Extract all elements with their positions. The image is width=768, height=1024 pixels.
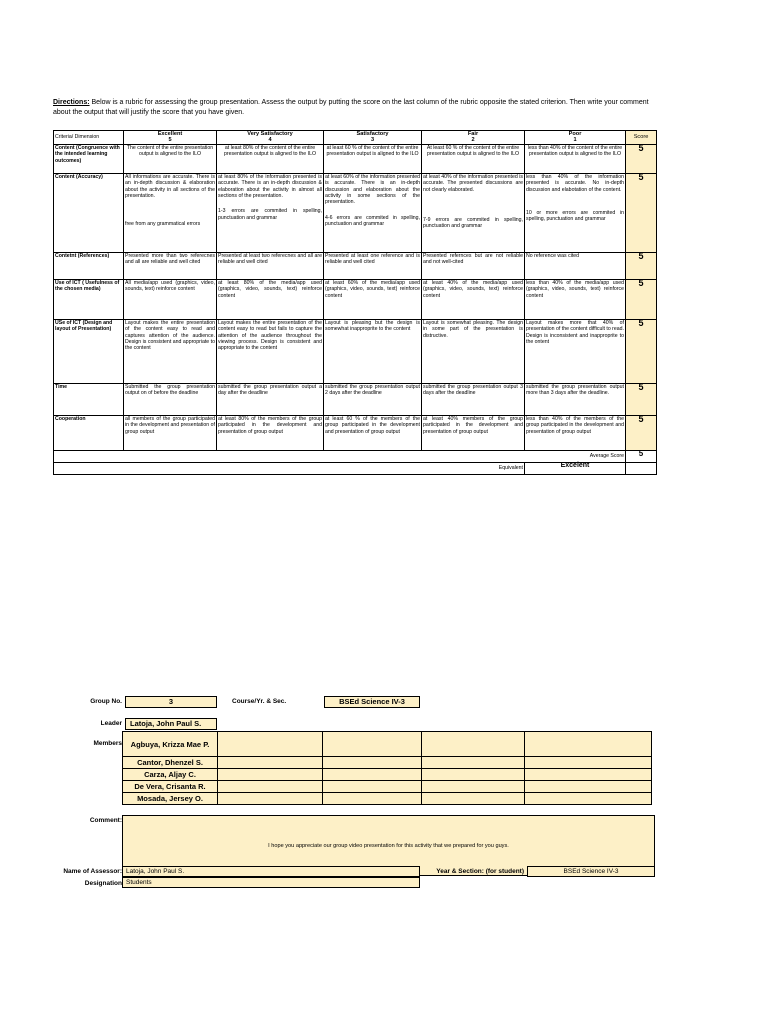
year-section-label: Year & Section: (for student) [436,868,524,875]
descriptor-cell: At least 60 % of the content of the entire presentation output is aligned to the ILO [422,144,525,173]
level-header: Poor 1 [525,131,626,145]
rubric-row [54,144,657,173]
member-row [123,781,652,793]
member-extra-cell[interactable] [323,781,422,793]
member-row [123,793,652,805]
member-extra-cell[interactable] [525,732,652,757]
descriptor-cell: at least 60 % of the members of the group participated in the development and presentation of group output [324,415,422,450]
average-score-label: Average Score [54,450,626,462]
descriptor-cell: at least 40% of the information presented is accurate. The presented discussions are not clearly elaborated. 7-9 errors are commited in spelling, punctuation and grammar [422,173,525,252]
member-extra-cell[interactable] [323,732,422,757]
descriptor-cell: at least 60% of the media/app used (graphics, video, sounds, text) reinforce content [324,279,422,319]
criterion-cell: Content (Accuracy) [54,173,124,252]
descriptor-cell: All informations are accurate. There is an in-depth discussion & elaboration about the activity in all sections of the presentation. free from any grammatical errors [124,173,217,252]
members-label: Members [93,740,122,747]
member-name[interactable]: Carza, Aljay C. [123,769,218,781]
criteria-header: Criteria/ Dimension [54,131,124,145]
designation-label: Designation [84,880,122,887]
average-score-value: 5 [626,450,657,462]
rubric-table [53,130,657,475]
year-section-field[interactable]: BSEd Science IV-3 [527,866,655,877]
descriptor-cell: Layout is somewhat pleasing. The design in some part of the presentation is distructive. [422,319,525,383]
leader-field[interactable]: Latoja, John Paul S. [125,718,217,730]
descriptor-cell: Layout makes more that 40% of presentation of the content difficult to read. Design is inconsistent and inapproprite to the ontent [525,319,626,383]
member-row [123,757,652,769]
member-extra-cell[interactable] [525,757,652,769]
directions-lead: Directions: [53,99,90,106]
member-extra-cell[interactable] [218,769,323,781]
course-field[interactable]: BSEd Science IV-3 [324,696,420,708]
group-no-field[interactable]: 3 [125,696,217,708]
member-extra-cell[interactable] [422,793,525,805]
descriptor-cell: All media/app used (graphics, video, sounds, text) reinforce content [124,279,217,319]
score-cell[interactable]: 5 [626,173,657,252]
member-extra-cell[interactable] [218,781,323,793]
equivalent-label: Equivalent [54,462,525,474]
average-row [54,450,657,462]
criterion-cell: Content (Congruence with the intended learning outcomes) [54,144,124,173]
member-row [123,769,652,781]
criterion-cell: Cooperation [54,415,124,450]
member-extra-cell[interactable] [323,793,422,805]
descriptor-cell: at least 80% of the information presented is accurate. There is an in-depth discussion & elaboration about the activity in almost all sections of the presentation. 1-3 errors are commited in spelling, punctuation and grammar [217,173,324,252]
descriptor-cell: Submitted the group presentation output on of before the deadline [124,383,217,415]
descriptor-cell: The content of the entire presentation output is aligned to the ILO [124,144,217,173]
equivalent-blank [626,462,657,474]
rubric-row [54,383,657,415]
course-label: Course/Yr. & Sec. [232,698,287,705]
comment-field[interactable]: I hope you appreciate our group video presentation for this activity that we prepared for you guys. [122,815,655,876]
member-name[interactable]: Agbuya, Krizza Mae P. [123,732,218,757]
score-cell[interactable]: 5 [626,415,657,450]
assessor-label: Name of Assessor: [63,868,122,875]
member-extra-cell[interactable] [525,793,652,805]
descriptor-cell: submitted the group presentation output 3 days after the deadline [422,383,525,415]
assessor-field[interactable]: Latoja, John Paul S. [122,866,420,877]
score-cell[interactable]: 5 [626,279,657,319]
criterion-cell: Contetnt (References) [54,252,124,279]
descriptor-cell: submitted the group presentation output more than 3 days after the deadline. [525,383,626,415]
descriptor-cell: No reference was cited [525,252,626,279]
leader-label: Leader [100,720,122,727]
rubric-row [54,252,657,279]
member-extra-cell[interactable] [525,769,652,781]
score-cell[interactable]: 5 [626,252,657,279]
directions [53,98,655,117]
descriptor-cell: Presented at least two referecnes and all are reliable and well cited [217,252,324,279]
member-extra-cell[interactable] [218,793,323,805]
descriptor-cell: at least 40% of the media/app used (graphics, video, sounds, text) reinforce content [422,279,525,319]
member-extra-cell[interactable] [422,781,525,793]
rubric-header-row [54,131,657,145]
rubric-row [54,319,657,383]
descriptor-cell: submitted the group presentation output a day after the deadline [217,383,324,415]
group-no-label: Group No. [90,698,122,705]
member-extra-cell[interactable] [218,757,323,769]
member-extra-cell[interactable] [323,757,422,769]
equivalent-row [54,462,657,474]
descriptor-cell: at least 40% members of the group participated in the development and presentation of group output [422,415,525,450]
member-extra-cell[interactable] [422,769,525,781]
criterion-cell: USe of ICT (Design and layout of Presentation) [54,319,124,383]
comment-label: Comment: [89,817,122,824]
level-header: Excellent 5 [124,131,217,145]
member-extra-cell[interactable] [323,769,422,781]
descriptor-cell: less than 40% of the content of the entire presentation output is aligned to the ILO [525,144,626,173]
equivalent-value: Excelent [525,462,626,474]
descriptor-cell: at least 80% of the members of the group participated in the development and presentation of group output [217,415,324,450]
descriptor-cell: less than 40% of the members of the group participated in the development and presentation of group output [525,415,626,450]
level-header: Satisfactory 3 [324,131,422,145]
score-cell[interactable]: 5 [626,319,657,383]
member-name[interactable]: De Vera, Crisanta R. [123,781,218,793]
score-header: Score [626,131,657,145]
descriptor-cell: less than 40% of the media/app used (graphics, video, sounds, text) reinforce content [525,279,626,319]
descriptor-cell: at least 60% of the information presented is accurate. There is an in-depth discussion and elaboration about the activity in some sections of the presentation. 4-6 errors are commited in spelling, punctuation and grammar [324,173,422,252]
level-header: Fair 2 [422,131,525,145]
member-extra-cell[interactable] [525,781,652,793]
descriptor-cell: Layout makes the entire presentation of the content easy to read and captures attention of the audience. Design is consistent and appropriate to the content [124,319,217,383]
designation-field[interactable]: Students [122,877,420,888]
score-cell[interactable]: 5 [626,144,657,173]
descriptor-cell: at least 80% of the content of the entire presentation output is aligned to the ILO [217,144,324,173]
member-extra-cell[interactable] [422,757,525,769]
member-row [123,732,652,757]
descriptor-cell: Presented refernces but are not reliable and not well-cited [422,252,525,279]
members-grid [122,731,652,805]
descriptor-cell: less than 40% of the information presented is accurate. No in-depth discussion and elabotation of the content. 10 or more errors are commited in spelling, punctuation and grammar [525,173,626,252]
descriptor-cell: all members of the group participated in the development and presentation of group output [124,415,217,450]
descriptor-cell: Layout makes the entire presentation of the content easy to read but fails to capture the attention of the audience throughout the viewing process. Design is consistent and appropriate to the content [217,319,324,383]
descriptor-cell: Presented more than two referecnes and all are reliable and well cited [124,252,217,279]
member-name[interactable]: Mosada, Jersey O. [123,793,218,805]
criterion-cell: Use of ICT ( Usefulness of the chosen media) [54,279,124,319]
descriptor-cell: submitted the group presentation output 2 days after the deadline [324,383,422,415]
score-cell[interactable]: 5 [626,383,657,415]
rubric-row [54,173,657,252]
rubric-row [54,415,657,450]
descriptor-cell: Presented at least one reference and is reliable and well cited [324,252,422,279]
criterion-cell: Time [54,383,124,415]
descriptor-cell: Layout is pleasing but the design is somewhat inapproprite to the content [324,319,422,383]
member-extra-cell[interactable] [218,732,323,757]
rubric-row [54,279,657,319]
descriptor-cell: at least 80% of the media/app used (graphics, video, sounds, text) reinforce content [217,279,324,319]
member-extra-cell[interactable] [422,732,525,757]
directions-text: Below is a rubric for assessing the group presentation. Assess the output by putting the score on the last column of the rubric opposite the stated criterion. Then write your comment about the output that will justify the score that you have given. [53,99,649,116]
descriptor-cell: at least 60 % of the content of the entire presentation output is aligned to the ILO [324,144,422,173]
member-name[interactable]: Cantor, Dhenzel S. [123,757,218,769]
level-header: Very Satisfactory 4 [217,131,324,145]
